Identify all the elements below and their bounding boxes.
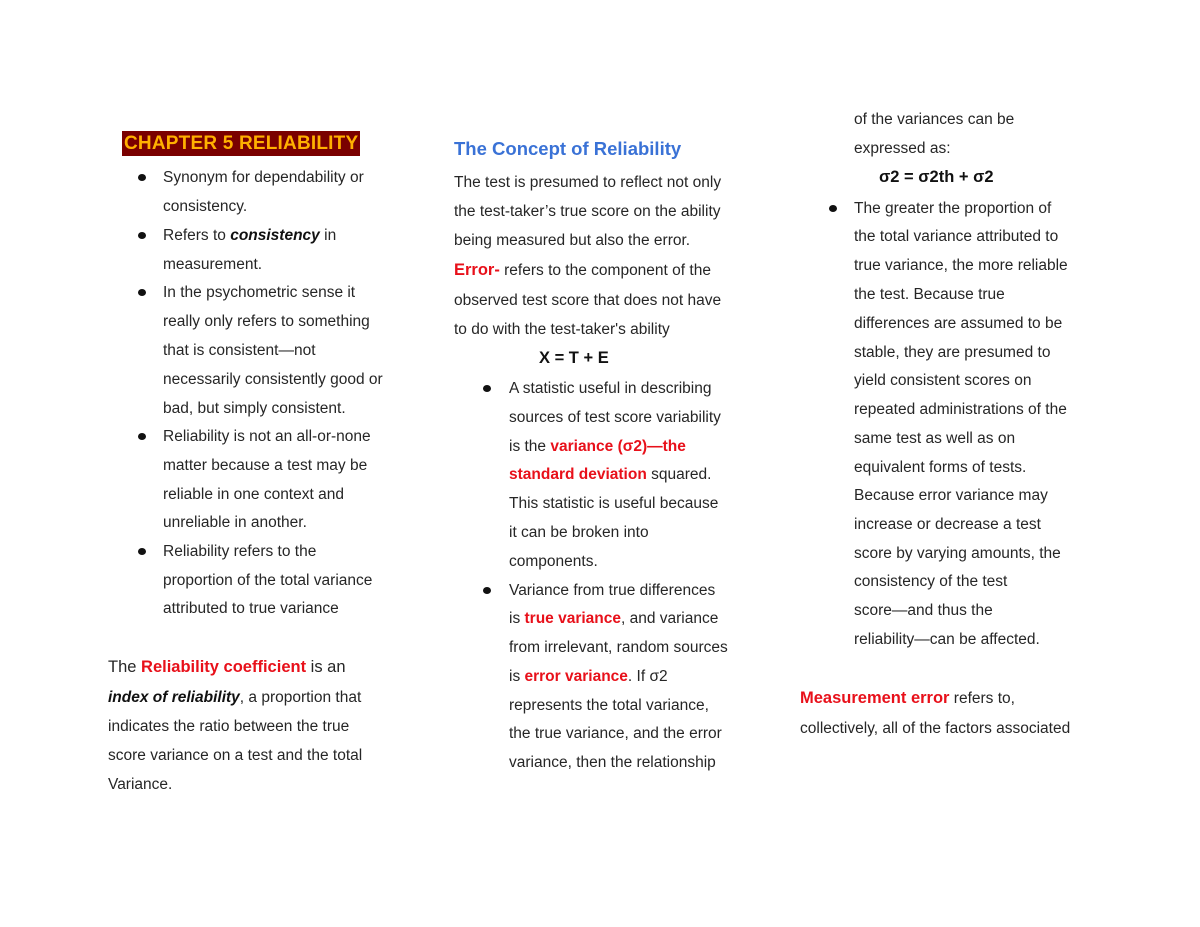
coefficient-line-4: score variance on a test and the total bbox=[108, 747, 363, 764]
c3-bullet-line-5: differences are assumed to be bbox=[854, 315, 1063, 332]
chapter-title: CHAPTER 5 RELIABILITY bbox=[124, 133, 359, 154]
measurement-error-line-2: collectively, all of the factors associated bbox=[800, 720, 1071, 737]
bullet-2-line-1: Refers to consistency in bbox=[163, 227, 337, 244]
para1-line-3: being measured but also the error. bbox=[454, 232, 691, 249]
c3-bullet-line-14: consistency of the test bbox=[854, 573, 1008, 590]
c2-bullet-1-line-1: A statistic useful in describing bbox=[509, 380, 712, 397]
bullet-3-line-5: bad, but simply consistent. bbox=[163, 400, 346, 417]
c2-bullet-1-line-6: it can be broken into bbox=[509, 524, 649, 541]
bullet-icon bbox=[483, 385, 491, 392]
measurement-error-line-1: Measurement error refers to, bbox=[800, 689, 1015, 707]
error-line-2: observed test score that does not have bbox=[454, 292, 722, 309]
c3-bullet-line-1: The greater the proportion of bbox=[854, 200, 1052, 217]
c3-bullet-line-10: equivalent forms of tests. bbox=[854, 459, 1027, 476]
bullet-icon bbox=[483, 587, 491, 594]
section-heading: The Concept of Reliability bbox=[454, 138, 682, 159]
bullet-3-line-2: really only refers to something bbox=[163, 313, 370, 330]
c3-intro-line-2: expressed as: bbox=[854, 140, 951, 157]
c3-bullet-line-15: score—and thus the bbox=[854, 602, 993, 619]
coefficient-line-1: The Reliability coefficient is an bbox=[108, 658, 346, 676]
c2-bullet-1-line-2: sources of test score variability bbox=[509, 409, 721, 426]
c3-bullet-line-8: repeated administrations of the bbox=[854, 401, 1067, 418]
bullet-icon bbox=[138, 289, 146, 296]
c3-bullet-line-9: same test as well as on bbox=[854, 430, 1016, 447]
c3-bullet-line-6: stable, they are presumed to bbox=[854, 344, 1051, 361]
error-line-3: to do with the test-taker's ability bbox=[454, 321, 670, 338]
c2-bullet-2-line-7: variance, then the relationship bbox=[509, 754, 716, 771]
c3-intro-line-1: of the variances can be bbox=[854, 111, 1015, 128]
bullet-1-line-1: Synonym for dependability or bbox=[163, 169, 364, 186]
c3-bullet-line-4: the test. Because true bbox=[854, 286, 1005, 303]
bullet-2-line-2: measurement. bbox=[163, 256, 263, 273]
c2-bullet-2-line-6: the true variance, and the error bbox=[509, 725, 722, 742]
coefficient-line-2: index of reliability, a proportion that bbox=[108, 689, 362, 706]
bullet-icon bbox=[138, 548, 146, 555]
bullet-5-line-1: Reliability refers to the bbox=[163, 543, 317, 560]
c3-bullet-line-3: true variance, the more reliable bbox=[854, 257, 1068, 274]
para1-line-1: The test is presumed to reflect not only bbox=[454, 174, 722, 191]
bullet-4-line-4: unreliable in another. bbox=[163, 514, 307, 531]
bullet-icon bbox=[138, 174, 146, 181]
c3-bullet-line-2: the total variance attributed to bbox=[854, 228, 1059, 245]
bullet-4-line-2: matter because a test may be bbox=[163, 457, 368, 474]
bullet-3-line-3: that is consistent—not bbox=[163, 342, 316, 359]
bullet-icon bbox=[829, 205, 837, 212]
bullet-3-line-1: In the psychometric sense it bbox=[163, 284, 356, 301]
bullet-icon bbox=[138, 232, 146, 239]
c2-bullet-1-line-3: is the variance (σ2)—the bbox=[509, 438, 686, 455]
bullet-1-line-2: consistency. bbox=[163, 198, 248, 215]
error-line-1: Error- refers to the component of the bbox=[454, 261, 711, 279]
c3-bullet-line-13: score by varying amounts, the bbox=[854, 545, 1061, 562]
c2-bullet-1-line-4: standard deviation squared. bbox=[509, 466, 712, 483]
formula-x-t-e: X = T + E bbox=[539, 349, 609, 367]
bullet-4-line-3: reliable in one context and bbox=[163, 486, 344, 503]
c2-bullet-2-line-4: is error variance. If σ2 bbox=[509, 668, 668, 685]
c3-bullet-line-16: reliability—can be affected. bbox=[854, 631, 1040, 648]
c3-bullet-line-11: Because error variance may bbox=[854, 487, 1048, 504]
coefficient-line-5: Variance. bbox=[108, 776, 173, 793]
bullet-4-line-1: Reliability is not an all-or-none bbox=[163, 428, 371, 445]
c2-bullet-2-line-1: Variance from true differences bbox=[509, 582, 716, 599]
bullet-3-line-4: necessarily consistently good or bbox=[163, 371, 383, 388]
c2-bullet-2-line-2: is true variance, and variance bbox=[509, 610, 719, 627]
c2-bullet-2-line-5: represents the total variance, bbox=[509, 697, 709, 714]
c2-bullet-2-line-3: from irrelevant, random sources bbox=[509, 639, 728, 656]
para1-line-2: the test-taker’s true score on the ability bbox=[454, 203, 721, 220]
bullet-icon bbox=[138, 433, 146, 440]
c2-bullet-1-line-5: This statistic is useful because bbox=[509, 495, 719, 512]
c3-bullet-line-12: increase or decrease a test bbox=[854, 516, 1041, 533]
bullet-5-line-3: attributed to true variance bbox=[163, 600, 339, 617]
c3-bullet-line-7: yield consistent scores on bbox=[854, 372, 1032, 389]
c2-bullet-1-line-7: components. bbox=[509, 553, 598, 570]
formula-variance: σ2 = σ2th + σ2 bbox=[879, 168, 994, 186]
bullet-5-line-2: proportion of the total variance bbox=[163, 572, 373, 589]
coefficient-line-3: indicates the ratio between the true bbox=[108, 718, 350, 735]
